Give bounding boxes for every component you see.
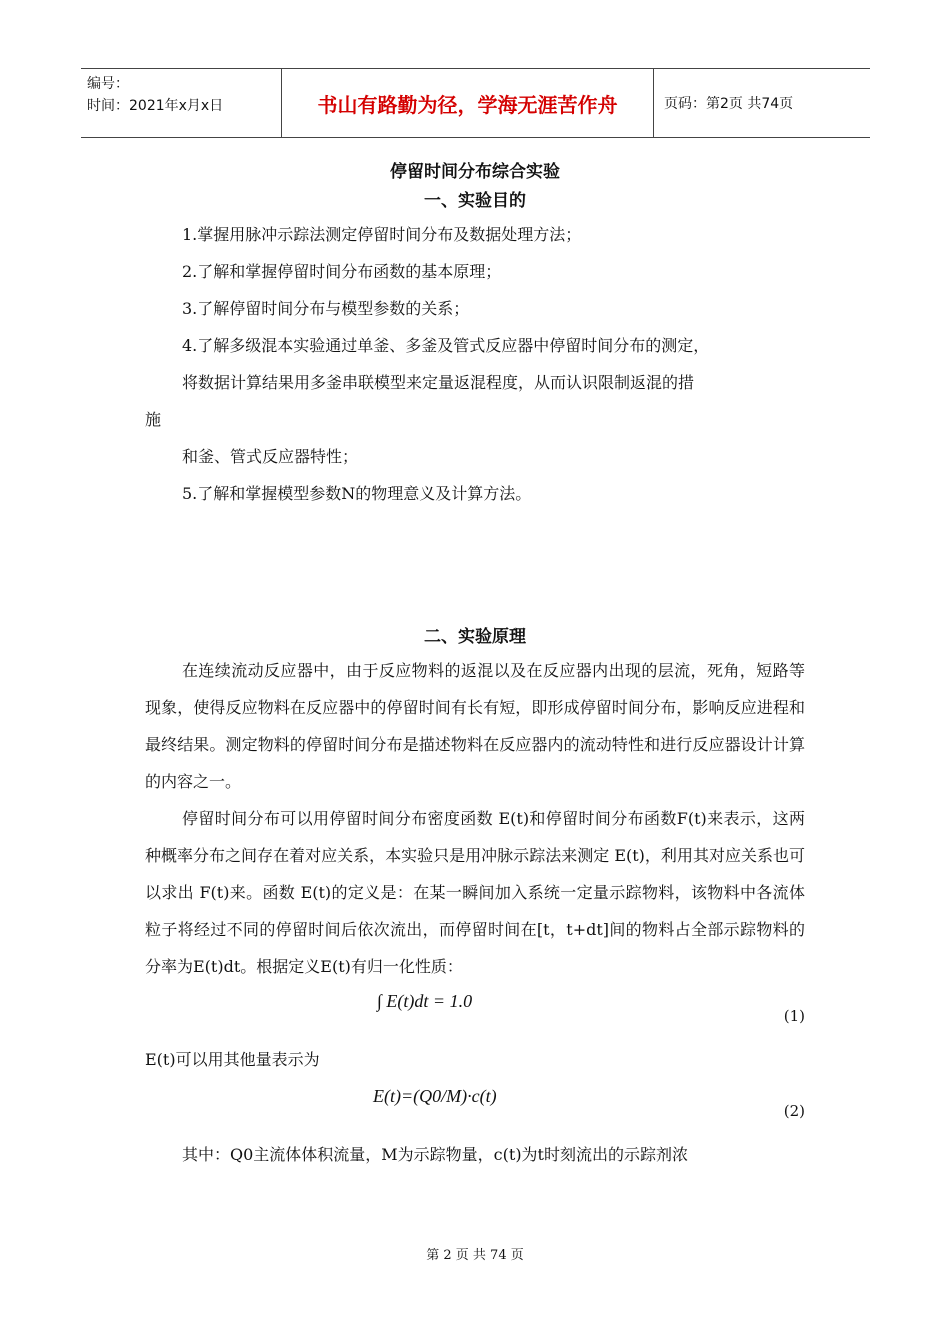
document-number-label: 编号： <box>87 76 129 92</box>
header-left-cell <box>81 69 281 137</box>
objective-item: 2.了解和掌握停留时间分布函数的基本原理； <box>182 262 502 281</box>
equation-1-formula: ∫ E(t)dt = 1.0 <box>377 991 473 1011</box>
objective-item: 1.掌握用脉冲示踪法测定停留时间分布及数据处理方法； <box>182 225 582 244</box>
page-footer: 第 2 页 共 74 页 <box>426 1248 524 1263</box>
header-page-info: 页码：第2页 共74页 <box>664 96 794 112</box>
spacer <box>145 512 805 622</box>
objective-item: 施 <box>145 410 162 429</box>
document-title: 停留时间分布综合实验 <box>390 162 560 182</box>
section-heading-objectives: 一、实验目的 <box>424 191 526 211</box>
header-motto: 书山有路勤为径，学海无涯苦作舟 <box>281 69 654 137</box>
principle-paragraph-1: 在连续流动反应器中，由于反应物料的返混以及在反应器内出现的层流，死角，短路等现象，使得反应物料在反应器中的停留时间有长有短，即形成停留时间分布，影响反应进程和最终结果。测定物料的停留时间分布是描述物料在反应器内的流动特性和进行反应器设计计算的内容之一。 <box>145 661 805 791</box>
page-header <box>81 68 870 138</box>
equation-intro-line: E(t)可以用其他量表示为 <box>145 1050 320 1069</box>
document-date: 时间：2021年x月x日 <box>87 98 224 114</box>
equation-2-number: (2) <box>783 1102 805 1120</box>
equation-1 <box>145 985 805 1041</box>
equation-2-formula: E(t)=(Q0/M)·c(t) <box>373 1086 497 1106</box>
document-body <box>145 150 805 1173</box>
objective-item: 3.了解停留时间分布与模型参数的关系； <box>182 299 470 318</box>
equation-1-number: (1) <box>783 1007 805 1025</box>
objective-item: 5.了解和掌握模型参数N的物理意义及计算方法。 <box>182 484 532 503</box>
definition-line: 其中：Q0主流体体积流量，M为示踪物量，c(t)为t时刻流出的示踪剂浓 <box>182 1145 688 1164</box>
objective-item: 将数据计算结果用多釜串联模型来定量返混程度，从而认识限制返混的措 <box>182 373 695 392</box>
objective-item: 和釜、管式反应器特性； <box>182 447 359 466</box>
objective-item: 4.了解多级混本实验通过单釜、多釜及管式反应器中停留时间分布的测定， <box>182 336 710 355</box>
equation-2 <box>145 1078 805 1136</box>
section-heading-principle: 二、实验原理 <box>424 627 526 647</box>
principle-paragraph-2: 停留时间分布可以用停留时间分布密度函数 E(t)和停留时间分布函数F(t)来表示，这两种概率分布之间存在着对应关系，本实验只是用冲脉示踪法来测定 E(t)，利用其对应关系也可以求出 F(t)来。函数 E(t)的定义是：在某一瞬间加入系统一定量示踪物料，该物料中各流体粒子将经过不同的停留时间后依次流出，而停留时间在[t，t+dt]间的物料占全部示踪物料的分率为E(t)dt。根据定义E(t)有归一化性质： <box>145 809 805 976</box>
